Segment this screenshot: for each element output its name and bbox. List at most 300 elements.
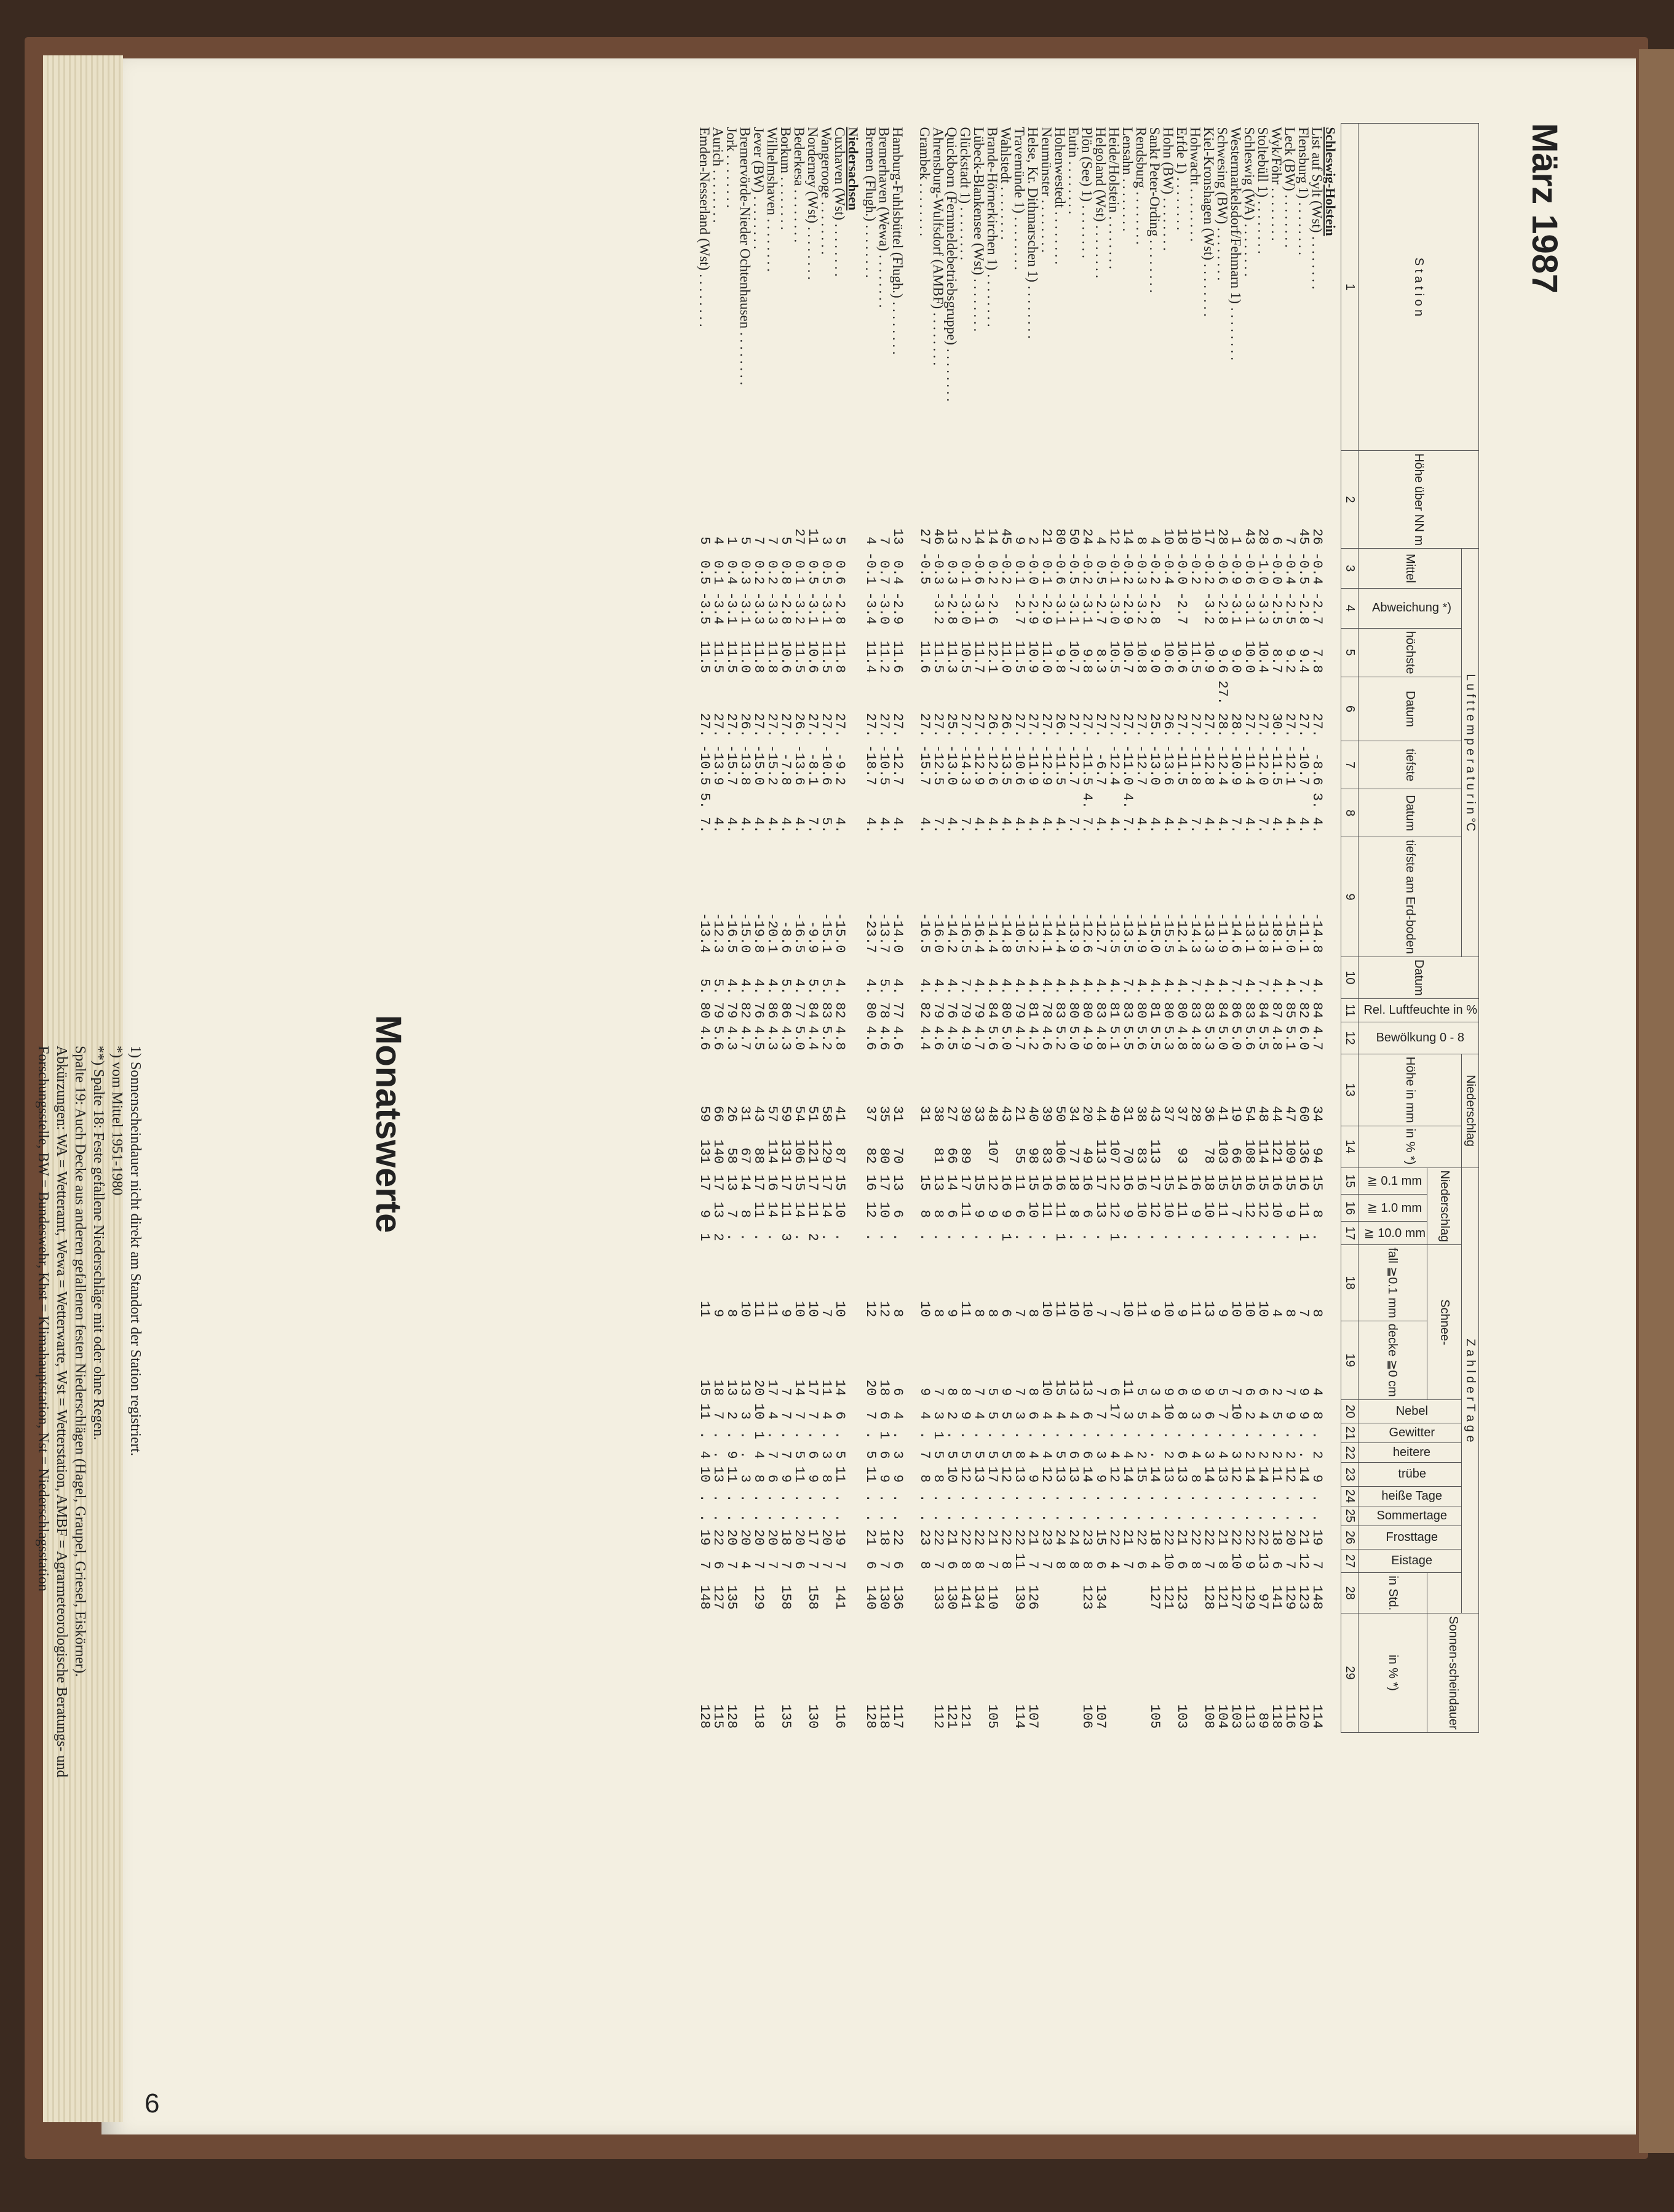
table-cell: 135 bbox=[778, 1704, 794, 1729]
table-cell: 8 bbox=[1066, 1209, 1082, 1218]
table-cell: . bbox=[819, 1513, 835, 1522]
table-cell: 4 bbox=[1106, 1450, 1122, 1459]
table-cell: -2.9 bbox=[1120, 592, 1136, 625]
table-cell: 4. bbox=[1147, 978, 1163, 995]
table-cell: . bbox=[1093, 1513, 1109, 1522]
table-cell: 107 bbox=[1106, 1139, 1122, 1164]
table-cell: 4. bbox=[1160, 817, 1176, 833]
footnote-line: **) Spalte 18: Feste gefallene Niederschläge mit oder ohne Regen. bbox=[90, 1046, 106, 1441]
table-cell: 4. bbox=[1174, 817, 1190, 833]
table-cell: 97 bbox=[1255, 1593, 1271, 1610]
table-cell: 16 bbox=[1120, 1174, 1136, 1191]
table-cell: 4. bbox=[1066, 978, 1082, 995]
table-cell: 8 bbox=[1079, 1561, 1095, 1569]
table-row bbox=[738, 124, 752, 1733]
table-cell: 11 bbox=[1215, 1201, 1231, 1218]
table-cell: -12.7 bbox=[1133, 744, 1149, 786]
table-cell: . bbox=[832, 1233, 848, 1241]
table-cell: 17 bbox=[805, 1379, 821, 1396]
station-name: Grambek . . . . . . . . bbox=[917, 127, 933, 237]
table-cell: 4.8 bbox=[1093, 1025, 1109, 1051]
table-cell: 4. bbox=[985, 978, 1001, 995]
table-cell: 133 bbox=[930, 1585, 946, 1610]
table-cell: 84 bbox=[985, 1002, 1001, 1019]
col-hoehe: Höhe über NN m bbox=[1359, 451, 1479, 549]
table-cell: 11 bbox=[751, 1201, 767, 1218]
table-cell: 4. bbox=[1079, 978, 1095, 995]
col-heisse: heiße Tage bbox=[1359, 1486, 1462, 1506]
table-cell: 12 bbox=[1106, 1174, 1122, 1191]
table-cell bbox=[1066, 1613, 1080, 1733]
col-abweichung: Abweichung *) bbox=[1359, 588, 1462, 628]
station-name: Bremervörde-Nieder Ochtenhausen . . . . . . . . bbox=[737, 127, 753, 386]
table-cell: 4.3 bbox=[778, 1025, 794, 1051]
table-cell bbox=[918, 1573, 931, 1613]
table-cell: 83 bbox=[1052, 1002, 1068, 1019]
table-cell: 11.5 bbox=[697, 640, 713, 674]
table-cell: 13 bbox=[1160, 1466, 1176, 1483]
table-cell: -10.5 bbox=[697, 744, 713, 786]
table-row bbox=[1121, 124, 1134, 1733]
col-sommer: Sommertage bbox=[1359, 1506, 1462, 1526]
table-cell: . bbox=[1269, 1494, 1285, 1503]
table-cell: 158 bbox=[778, 1585, 794, 1610]
table-cell: . bbox=[1039, 1233, 1055, 1241]
table-cell: 4 bbox=[1147, 536, 1163, 545]
table-cell: 9 bbox=[1296, 1388, 1312, 1396]
table-cell: 7 bbox=[778, 1561, 794, 1569]
table-cell: 0.1 bbox=[958, 560, 974, 585]
table-cell: 14 bbox=[764, 1201, 780, 1218]
table-cell: 9 bbox=[1160, 1388, 1176, 1396]
table-cell: 18 bbox=[876, 1379, 892, 1396]
table-cell: 27. bbox=[1309, 713, 1325, 738]
table-cell: 80 bbox=[697, 1002, 713, 1019]
column-number: 29 bbox=[1341, 1613, 1359, 1733]
table-cell: -14.8 bbox=[1309, 912, 1325, 953]
table-cell: 141 bbox=[832, 1585, 848, 1610]
table-cell: 6 bbox=[1093, 1561, 1109, 1569]
table-cell: 12.1 bbox=[985, 640, 1001, 674]
table-cell: 5. 7. bbox=[697, 792, 713, 833]
table-cell: -8.6 bbox=[778, 920, 794, 953]
table-cell: -2.6 bbox=[985, 592, 1001, 625]
table-cell: -3.3 bbox=[751, 592, 767, 625]
station-name: Quickborn (Fernmeldebetriebsgruppe) . . . . . . . . bbox=[944, 127, 960, 402]
table-cell: 8 bbox=[1188, 1561, 1204, 1569]
table-cell: -13.5 bbox=[1120, 912, 1136, 953]
table-cell: 18 bbox=[778, 1529, 794, 1546]
table-cell: 18 bbox=[1174, 528, 1190, 545]
table-cell: 17 bbox=[805, 1174, 821, 1191]
table-cell: 14 bbox=[1201, 1466, 1217, 1483]
table-cell: 115 bbox=[710, 1704, 726, 1729]
table-cell: 80 bbox=[998, 1002, 1014, 1019]
col-truebe: trübe bbox=[1359, 1463, 1462, 1486]
table-cell: 106 bbox=[1052, 1139, 1068, 1164]
station-name: Emden-Nesserland (Wst) . . . . . . . . bbox=[697, 127, 713, 327]
col-group-niederschlag: Niederschlag bbox=[1462, 1054, 1479, 1168]
table-cell: -10.9 bbox=[1228, 744, 1244, 786]
table-cell: -11.9 bbox=[1215, 912, 1231, 953]
table-cell: . bbox=[819, 1233, 835, 1241]
table-cell: 127 bbox=[1147, 1585, 1163, 1610]
table-cell: 15 bbox=[1052, 1379, 1068, 1396]
table-cell: 58 bbox=[724, 1147, 740, 1164]
table-cell: 0.7 bbox=[876, 560, 892, 585]
table-cell: 8 bbox=[1309, 1411, 1325, 1420]
table-cell: 5.1 bbox=[1106, 1025, 1122, 1051]
table-cell: -11.5 bbox=[1174, 744, 1190, 786]
table-cell: 4.2 bbox=[1025, 1025, 1041, 1051]
table-cell: -3.1 bbox=[819, 592, 835, 625]
table-cell: -12.4 bbox=[1106, 744, 1122, 786]
table-cell: 27. bbox=[863, 713, 879, 738]
table-cell: 12 bbox=[1106, 1201, 1122, 1218]
table-cell: 50 bbox=[1052, 1105, 1068, 1123]
table-cell: 5 bbox=[1269, 1411, 1285, 1420]
table-cell: -12.6 bbox=[1079, 912, 1095, 953]
table-cell: 4. bbox=[1269, 817, 1285, 833]
table-cell: -12.8 bbox=[1201, 744, 1217, 786]
table-cell bbox=[1134, 1573, 1148, 1613]
table-cell: 9 bbox=[985, 1209, 1001, 1218]
table-cell: 10.6 bbox=[1174, 640, 1190, 674]
table-cell: 43 bbox=[1242, 528, 1258, 545]
table-cell: 4. bbox=[1242, 978, 1258, 995]
table-cell: -0.5 bbox=[1296, 552, 1312, 585]
station-name: Norderney (Wst) . . . . . . . . bbox=[805, 127, 821, 280]
table-cell: . bbox=[1188, 1233, 1204, 1241]
table-cell: -12.9 bbox=[1039, 744, 1055, 786]
table-cell: 7. bbox=[1228, 978, 1244, 995]
table-cell: 79 bbox=[1012, 1002, 1028, 1019]
table-cell: 10 bbox=[1160, 1201, 1176, 1218]
table-cell: . bbox=[1133, 1233, 1149, 1241]
table-cell: 114 bbox=[1309, 1704, 1325, 1729]
table-cell: 7. bbox=[1120, 978, 1136, 995]
table-cell: 4. bbox=[1025, 817, 1041, 833]
col-mittel: Mittel bbox=[1359, 549, 1462, 589]
table-cell: 18 bbox=[876, 1529, 892, 1546]
table-cell: 17 bbox=[1147, 1174, 1163, 1191]
table-cell: 14 bbox=[1174, 1174, 1190, 1191]
table-cell: 4 bbox=[1106, 1561, 1122, 1569]
table-cell: -14.6 bbox=[1228, 912, 1244, 953]
table-cell: 27. bbox=[764, 713, 780, 738]
table-cell: . bbox=[1052, 1513, 1068, 1522]
table-cell bbox=[738, 1573, 752, 1613]
table-cell: 3 bbox=[930, 1411, 946, 1420]
table-cell: . bbox=[944, 1513, 960, 1522]
table-cell: . bbox=[1079, 1494, 1095, 1503]
table-cell: 26. bbox=[998, 713, 1014, 738]
table-cell: 17 bbox=[1201, 528, 1217, 545]
table-cell: 113 bbox=[1093, 1139, 1109, 1164]
table-cell: 17 bbox=[985, 1466, 1001, 1483]
table-cell: 2 bbox=[1269, 1450, 1285, 1459]
table-cell: 4 bbox=[1066, 1411, 1082, 1420]
col-group-nd: Niederschlag bbox=[1427, 1168, 1462, 1245]
table-cell: 0.1 bbox=[710, 560, 726, 585]
table-row bbox=[1012, 124, 1026, 1733]
table-cell: . bbox=[697, 1494, 713, 1503]
table-cell: . bbox=[1242, 1513, 1258, 1522]
table-cell: 4. bbox=[1039, 817, 1055, 833]
table-cell: 9.4 bbox=[1296, 648, 1312, 674]
table-cell: . bbox=[1066, 1513, 1082, 1522]
table-cell: -3.1 bbox=[1066, 592, 1082, 625]
column-number: 25 bbox=[1341, 1506, 1359, 1526]
table-cell: 11 bbox=[1012, 1174, 1028, 1191]
table-cell: 13 bbox=[1079, 1379, 1095, 1396]
table-cell: -8.1 bbox=[805, 752, 821, 786]
table-cell: 9 bbox=[998, 1209, 1014, 1218]
table-cell: -13.0 bbox=[1147, 744, 1163, 786]
table-cell: 9 bbox=[971, 1209, 987, 1218]
station-name: Bremerhaven (Wewa) . . . . . . . . bbox=[876, 127, 892, 308]
table-cell: 4. bbox=[737, 978, 753, 995]
table-cell: 15 bbox=[917, 1174, 933, 1191]
table-cell: . bbox=[863, 1513, 879, 1522]
table-cell: 18 bbox=[1147, 1529, 1163, 1546]
table-cell: . bbox=[958, 1431, 974, 1439]
table-cell: 3 bbox=[819, 1450, 835, 1459]
table-cell: 4 bbox=[1025, 1450, 1041, 1459]
table-cell: 7 bbox=[778, 1388, 794, 1396]
table-cell: -2.8 bbox=[832, 592, 848, 625]
column-number: 18 bbox=[1341, 1245, 1359, 1321]
month-heading: März 1987 bbox=[1525, 123, 1565, 294]
table-cell: 9 bbox=[805, 1474, 821, 1483]
table-cell: 10.0 bbox=[1242, 640, 1258, 674]
table-row bbox=[697, 124, 711, 1733]
table-cell: 130 bbox=[805, 1704, 821, 1729]
table-cell: 4. bbox=[1147, 817, 1163, 833]
table-cell: 15 bbox=[697, 1379, 713, 1396]
table-cell: -16.5 bbox=[791, 912, 807, 953]
table-cell: 84 bbox=[1255, 1002, 1271, 1019]
column-number: 15 bbox=[1341, 1168, 1359, 1195]
table-cell: 14 bbox=[832, 1379, 848, 1396]
table-cell: 22 bbox=[1106, 1529, 1122, 1546]
table-cell: 8 bbox=[1133, 536, 1149, 545]
table-cell: 5 bbox=[1215, 1388, 1231, 1396]
table-cell: 7 bbox=[1106, 1309, 1122, 1318]
table-cell: 4. bbox=[917, 817, 933, 833]
table-cell bbox=[918, 1126, 931, 1168]
table-cell: 10 bbox=[1228, 1553, 1244, 1569]
table-cell: 28. bbox=[1228, 713, 1244, 738]
table-row bbox=[1148, 124, 1161, 1733]
table-cell: 9 bbox=[1296, 1411, 1312, 1420]
table-cell: 11 bbox=[764, 1300, 780, 1318]
table-cell: 130 bbox=[876, 1585, 892, 1610]
table-cell: 88 bbox=[751, 1147, 767, 1164]
table-cell: 4.8 bbox=[1188, 1025, 1204, 1051]
table-cell: . bbox=[958, 1513, 974, 1522]
table-cell: . bbox=[1079, 1233, 1095, 1241]
table-cell bbox=[999, 1126, 1012, 1168]
table-cell: 8 bbox=[1012, 1450, 1028, 1459]
table-cell: 10 bbox=[1025, 1201, 1041, 1218]
table-cell: 10.5 bbox=[958, 640, 974, 674]
table-cell: 11 bbox=[751, 1300, 767, 1318]
table-cell: 4 bbox=[971, 1411, 987, 1420]
table-cell: 98 bbox=[1025, 1147, 1041, 1164]
table-cell: 44 bbox=[1093, 1105, 1109, 1123]
table-cell: . bbox=[764, 1494, 780, 1503]
table-row bbox=[863, 124, 877, 1733]
table-cell: 7 bbox=[985, 1561, 1001, 1569]
table-cell: 67 bbox=[737, 1147, 753, 1164]
table-cell: 25. bbox=[1147, 713, 1163, 738]
table-cell bbox=[819, 1613, 833, 1733]
table-cell: 10 bbox=[1079, 1300, 1095, 1318]
table-cell: . bbox=[1201, 1431, 1217, 1439]
table-cell: 11.5 bbox=[819, 640, 835, 674]
table-cell: 6 bbox=[1012, 1209, 1028, 1218]
table-cell: 2 bbox=[1309, 1450, 1325, 1459]
table-cell: -0.9 bbox=[1228, 552, 1244, 585]
table-cell: 8 bbox=[1025, 1309, 1041, 1318]
table-cell: 6 bbox=[710, 1561, 726, 1569]
table-cell: 7. bbox=[1188, 817, 1204, 833]
table-cell: -0.4 bbox=[1309, 552, 1325, 585]
table-cell: 5 bbox=[791, 1450, 807, 1459]
table-cell: 21 bbox=[1025, 1529, 1041, 1546]
table-cell bbox=[765, 1613, 779, 1733]
table-cell: 59 bbox=[778, 1105, 794, 1123]
table-cell bbox=[1066, 1573, 1080, 1613]
table-cell: 2 bbox=[805, 1233, 821, 1241]
table-cell: 4. bbox=[1052, 817, 1068, 833]
table-cell: . bbox=[1066, 1233, 1082, 1241]
table-cell: -2.8 bbox=[1147, 592, 1163, 625]
table-cell: 6 bbox=[1133, 1561, 1149, 1569]
table-cell: 6 bbox=[1269, 1561, 1285, 1569]
table-cell: 45 bbox=[998, 528, 1014, 545]
table-cell: 5.5 bbox=[1255, 1025, 1271, 1051]
table-cell: 8 bbox=[985, 1309, 1001, 1318]
table-cell: . bbox=[1215, 1513, 1231, 1522]
table-cell: 27. bbox=[1106, 713, 1122, 738]
col-frost: Frosttage bbox=[1359, 1526, 1462, 1549]
table-cell: 4. bbox=[1309, 978, 1325, 995]
station-name: Jever (BW) . . . . . . . . bbox=[751, 127, 767, 250]
table-cell: 10 bbox=[1066, 1300, 1082, 1318]
table-cell: 5. bbox=[819, 817, 835, 833]
table-cell: . bbox=[971, 1513, 987, 1522]
station-name: Westermarkelsdorf/Fehmarn 1) . . . . . . . . bbox=[1228, 127, 1244, 360]
table-cell: 5 bbox=[971, 1450, 987, 1459]
station-name: Hohwacht . . . . . . . . bbox=[1188, 127, 1204, 242]
table-cell: -0.2 bbox=[1201, 552, 1217, 585]
table-cell: 7 bbox=[1120, 1561, 1136, 1569]
table-cell: 7 bbox=[917, 1450, 933, 1459]
table-cell: 4. bbox=[1052, 978, 1068, 995]
table-cell: . bbox=[1174, 1513, 1190, 1522]
table-cell: . bbox=[1025, 1431, 1041, 1439]
table-cell: 9 bbox=[710, 1309, 726, 1318]
table-row bbox=[765, 124, 779, 1733]
table-cell: 121 bbox=[958, 1704, 974, 1729]
table-cell: 0.2 bbox=[751, 560, 767, 585]
table-cell: 9 bbox=[1093, 1474, 1109, 1483]
table-cell: 14 bbox=[1120, 1466, 1136, 1483]
table-cell: 13 bbox=[724, 1379, 740, 1396]
table-cell: 4. bbox=[1269, 978, 1285, 995]
table-cell: 11 bbox=[1269, 1466, 1285, 1483]
table-cell: . bbox=[1215, 1431, 1231, 1439]
table-cell: 83 bbox=[1201, 1002, 1217, 1019]
table-cell: 76 bbox=[944, 1002, 960, 1019]
table-cell: 13 bbox=[1066, 1466, 1082, 1483]
table-cell: 27 bbox=[917, 528, 933, 545]
table-cell: 136 bbox=[890, 1585, 906, 1610]
table-cell: 31 bbox=[890, 1105, 906, 1123]
table-cell: 17 bbox=[876, 1174, 892, 1191]
table-cell: . bbox=[710, 1450, 726, 1459]
table-row bbox=[1107, 124, 1121, 1733]
table-cell: 136 bbox=[1296, 1139, 1312, 1164]
table-cell: 22 bbox=[971, 1529, 987, 1546]
table-cell: 9 bbox=[944, 1309, 960, 1318]
table-cell: 3 bbox=[1012, 1411, 1028, 1420]
table-cell: -3.4 bbox=[863, 592, 879, 625]
table-cell: -11.5 bbox=[1052, 744, 1068, 786]
col-nd-10: ≧ 1.0 mm bbox=[1359, 1195, 1427, 1222]
table-cell: 109 bbox=[1282, 1139, 1298, 1164]
table-row bbox=[1296, 124, 1310, 1733]
table-cell: . bbox=[985, 1513, 1001, 1522]
table-row bbox=[1188, 124, 1202, 1733]
table-cell: 114 bbox=[1255, 1139, 1271, 1164]
table-cell: 1 bbox=[697, 1233, 713, 1241]
table-cell: 66 bbox=[710, 1105, 726, 1123]
table-cell: 4. bbox=[724, 817, 740, 833]
table-cell: 9 bbox=[778, 1309, 794, 1318]
table-cell: 112 bbox=[930, 1704, 946, 1729]
table-cell: 13 bbox=[724, 1174, 740, 1191]
station-name: Glückstadt 1) . . . . . . . . bbox=[958, 127, 974, 261]
table-cell: 18 bbox=[1201, 1174, 1217, 1191]
table-cell: . bbox=[863, 1494, 879, 1503]
table-cell: 4 bbox=[917, 1411, 933, 1420]
table-cell: . bbox=[890, 1431, 906, 1439]
table-cell: . bbox=[1147, 1233, 1163, 1241]
table-cell: 41 bbox=[1215, 1105, 1231, 1123]
table-cell: 54 bbox=[1242, 1105, 1258, 1123]
station-name: Flensburg 1) . . . . . . . . bbox=[1296, 127, 1312, 255]
table-cell: 7. bbox=[1228, 817, 1244, 833]
table-cell: 50 bbox=[1066, 528, 1082, 545]
table-cell: 10 bbox=[917, 1300, 933, 1318]
table-cell: 48 bbox=[985, 1105, 1001, 1123]
table-cell: -13.9 bbox=[710, 744, 726, 786]
table-cell: 12 bbox=[863, 1201, 879, 1218]
table-cell: 80 bbox=[1174, 1002, 1190, 1019]
table-cell: 28 bbox=[1215, 528, 1231, 545]
table-cell: 4 bbox=[1269, 1309, 1285, 1318]
table-cell: 6 bbox=[1269, 536, 1285, 545]
table-cell: 0.2 bbox=[985, 560, 1001, 585]
table-cell: . bbox=[1012, 1513, 1028, 1522]
table-cell: 7 bbox=[971, 1388, 987, 1396]
table-cell: 14 bbox=[971, 528, 987, 545]
table-cell: 4 bbox=[1120, 1450, 1136, 1459]
page-number: 6 bbox=[145, 2088, 160, 2119]
